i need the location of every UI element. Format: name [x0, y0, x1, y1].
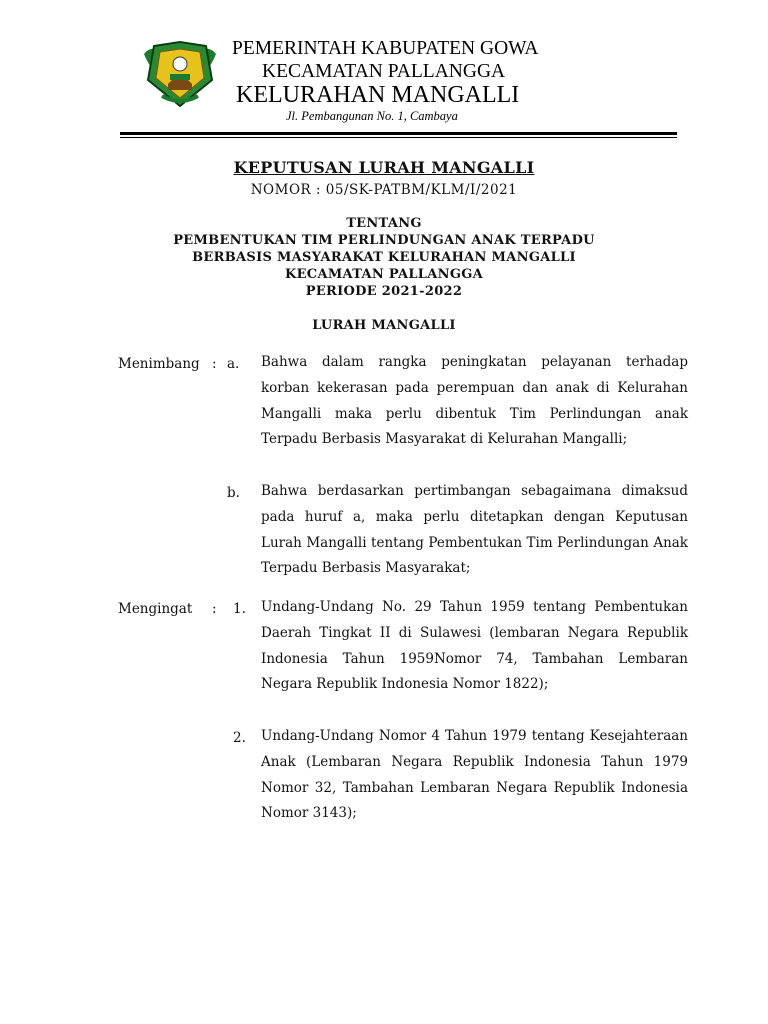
- mengingat-item-text: Undang-Undang Nomor 4 Tahun 1979 tentang Kesejahteraan Anak (Lembaran Negara Republik Indonesia Tahun 1979 Nomor 32, Tambahan Lembaran Negara Republik Indonesia Nomor 3143);: [261, 728, 688, 822]
- menimbang-item-text: Bahwa berdasarkan pertimbangan sebagaimana dimaksud pada huruf a, maka perlu ditetapkan dengan Keputusan Lurah Mangalli tentang Pembentukan Tim Perlindungan Anak Terpadu Berbasis Masyarakat;: [261, 483, 688, 577]
- about-heading: TENTANG: [346, 216, 422, 231]
- menimbang-colon: :: [212, 356, 217, 372]
- mengingat-marker: 2.: [233, 730, 246, 746]
- mengingat-colon: :: [212, 601, 217, 617]
- decree-number: NOMOR : 05/SK-PATBM/KLM/I/2021: [250, 182, 518, 198]
- menimbang-item-text: Bahwa dalam rangka peningkatan pelayanan terhadap korban kekerasan pada perempuan dan anak di Kelurahan Mangalli maka perlu dibentuk Tim Perlindungan anak Terpadu Berbasis Masyarakat di Kelurahan Mangalli;: [261, 354, 688, 448]
- menimbang-label: Menimbang: [118, 356, 200, 372]
- letterhead-divider: [120, 132, 677, 135]
- mengingat-label: Mengingat: [118, 601, 193, 617]
- letterhead-regency: PEMERINTAH KABUPATEN GOWA: [232, 38, 539, 59]
- gowa-regency-emblem-icon: [140, 40, 220, 112]
- menimbang-marker: b.: [227, 485, 240, 501]
- letterhead-address: Jl. Pembangunan No. 1, Cambaya: [286, 109, 458, 123]
- menimbang-marker: a.: [227, 356, 240, 372]
- about-line: BERBASIS MASYARAKAT KELURAHAN MANGALLI: [192, 250, 576, 265]
- letterhead-district: KECAMATAN PALLANGGA: [262, 61, 506, 82]
- letterhead-divider-thin: [120, 137, 677, 138]
- about-line: PEMBENTUKAN TIM PERLINDUNGAN ANAK TERPADU: [173, 233, 595, 248]
- decree-title: KEPUTUSAN LURAH MANGALLI: [233, 158, 535, 177]
- letterhead-village: KELURAHAN MANGALLI: [236, 82, 520, 108]
- about-period: PERIODE 2021-2022: [305, 284, 463, 299]
- issuer-heading: LURAH MANGALLI: [312, 318, 456, 333]
- about-line: KECAMATAN PALLANGGA: [284, 267, 484, 282]
- mengingat-marker: 1.: [233, 601, 246, 617]
- mengingat-item-text: Undang-Undang No. 29 Tahun 1959 tentang Pembentukan Daerah Tingkat II di Sulawesi (lembaran Negara Republik Indonesia Tahun 1959Nomor 74, Tambahan Lembaran Negara Republik Indonesia Nomor 1822);: [261, 599, 688, 693]
